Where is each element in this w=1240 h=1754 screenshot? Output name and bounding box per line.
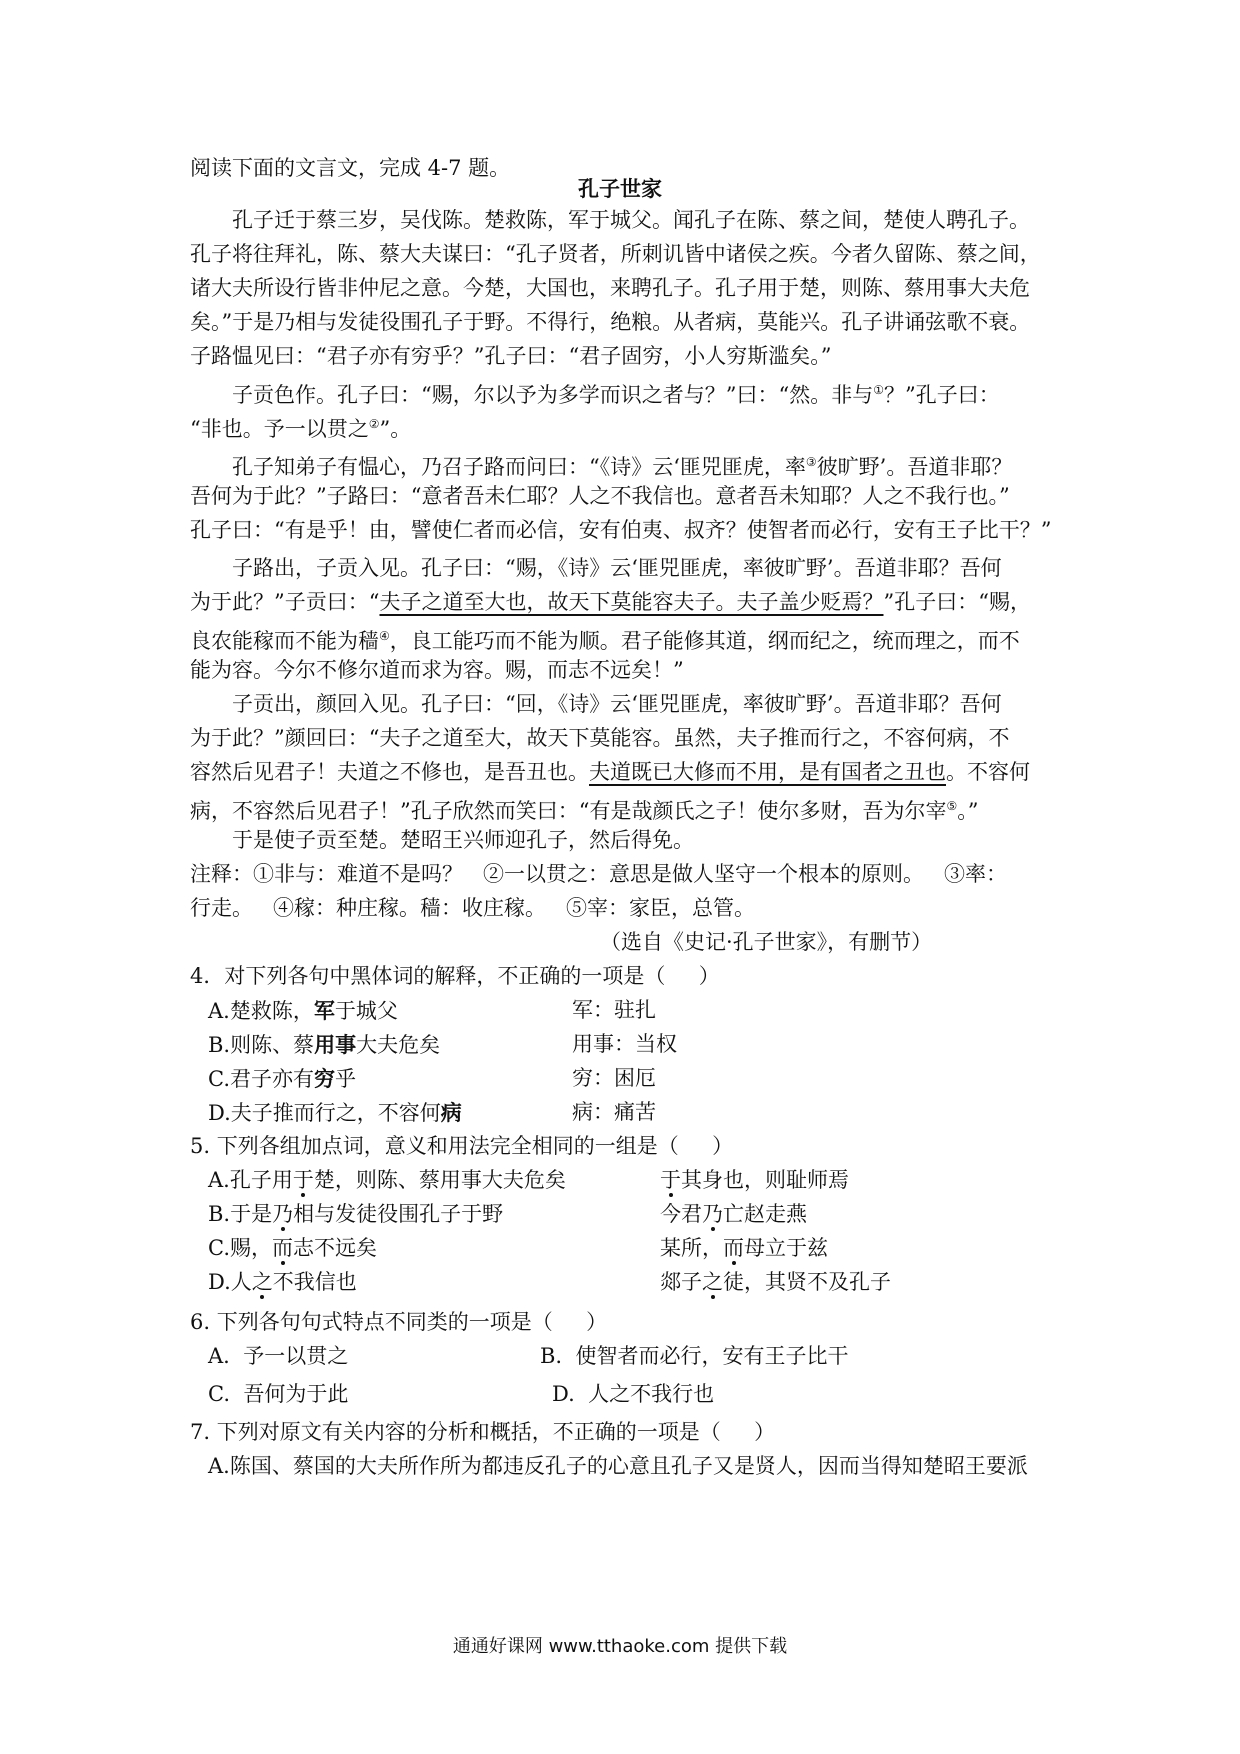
p6-line: 于是使子贡至楚。楚昭王兴师迎孔子，然后得免。 bbox=[232, 828, 694, 852]
notes-line1: 注释：①非与：难道不是吗？ ②一以贯之：意思是做人坚守一个根本的原则。 ③率： bbox=[190, 862, 1008, 886]
q5-option-d: D.人之不我信也 bbox=[208, 1264, 357, 1301]
q6-option-b: B. 使智者而必行，安有王子比干 bbox=[540, 1344, 849, 1368]
q4-option-d: D.夫子推而行之，不容何病 bbox=[208, 1100, 462, 1125]
q6-option-a: A. 予一以贯之 bbox=[208, 1344, 349, 1368]
p3-line3: 孔子曰：“有是乎！由，譬使仁者而必信，安有伯夷、叔齐？使智者而必行，安有王子比干？” bbox=[190, 518, 1052, 542]
q5-option-a-right: 于其身也，则耻师焉 bbox=[660, 1162, 849, 1199]
p5-line1: 子贡出，颜回入见。孔子曰：“回，《诗》云‘匪兕匪虎，率彼旷野’。吾道非耶？吾何 bbox=[232, 692, 1002, 716]
passage-title: 孔子世家 bbox=[578, 176, 662, 201]
q4-stem: 4．对下列各句中黑体词的解释，不正确的一项是（ ） bbox=[190, 964, 720, 988]
source-citation: （选自《史记·孔子世家》，有删节） bbox=[600, 930, 933, 954]
p1-line3: 诸大夫所设行皆非仲尼之意。今楚，大国也，来聘孔子。孔子用于楚，则陈、蔡用事大夫危 bbox=[190, 276, 1030, 300]
q5-option-b-right: 今君乃亡赵走燕 bbox=[660, 1196, 807, 1233]
q7-stem: 7. 下列对原文有关内容的分析和概括，不正确的一项是（ ） bbox=[190, 1420, 776, 1444]
q4-option-c: C.君子亦有穷乎 bbox=[208, 1066, 356, 1091]
p1-line1: 孔子迁于蔡三岁，吴伐陈。楚救陈，军于城父。闻孔子在陈、蔡之间，楚使人聘孔子。 bbox=[232, 208, 1030, 232]
p2-line2: “非也。予一以贯之②”。 bbox=[190, 417, 412, 441]
p4-line3: 良农能稼而不能为穑④，良工能巧而不能为顺。君子能修其道，纲而纪之，统而理之，而不 bbox=[190, 629, 1020, 653]
q7-option-a: A.陈国、蔡国的大夫所作所为都违反孔子的心意且孔子又是贤人，因而当得知楚昭王要派 bbox=[208, 1454, 1028, 1478]
footnote-mark-1: ① bbox=[873, 383, 884, 397]
notes-line2: 行走。 ④稼：种庄稼。穑：收庄稼。 ⑤宰：家臣，总管。 bbox=[190, 896, 756, 920]
footnote-mark-2: ② bbox=[368, 417, 380, 431]
q4-answer-c: 穷：困厄 bbox=[572, 1066, 656, 1090]
p4-line1: 子路出，子贡入见。孔子曰：“赐，《诗》云‘匪兕匪虎，率彼旷野’。吾道非耶？吾何 bbox=[232, 556, 1002, 580]
p1-line2: 孔子将往拜礼，陈、蔡大夫谋曰：“孔子贤者，所刺讥皆中诸侯之疾。今者久留陈、蔡之间， bbox=[190, 242, 1041, 266]
p1-line5: 子路愠见曰：“君子亦有穷乎？”孔子曰：“君子固穷，小人穷斯滥矣。” bbox=[190, 344, 832, 368]
underlined-sentence-1: 夫子之道至大也，故天下莫能容夫子。夫子盖少贬焉？ bbox=[379, 590, 884, 614]
p3-line1: 孔子知弟子有愠心，乃召子路而问曰：“《诗》云‘匪兕匪虎，率③彼旷野’。吾道非耶？ bbox=[232, 455, 1013, 479]
q5-option-a: A.孔子用于楚，则陈、蔡用事大夫危矣 bbox=[208, 1162, 566, 1199]
p1-line4: 矣。”于是乃相与发徒役围孔子于野。不得行，绝粮。从者病，莫能兴。孔子讲诵弦歌不衰。 bbox=[190, 310, 1031, 334]
q4-answer-d: 病：痛苦 bbox=[572, 1100, 656, 1124]
q4-answer-b: 用事：当权 bbox=[572, 1032, 677, 1056]
p4-line4: 能为容。今尔不修尔道而求为容。赐，而志不远矣！” bbox=[190, 658, 684, 682]
page-footer: 通通好课网 www.tthaoke.com 提供下载 bbox=[452, 1636, 788, 1657]
q5-stem: 5. 下列各组加点词，意义和用法完全相同的一组是（ ） bbox=[190, 1134, 734, 1158]
underlined-sentence-2: 夫道既已大修而不用，是有国者之丑也 bbox=[589, 760, 946, 784]
footnote-mark-3: ③ bbox=[805, 455, 817, 469]
intro-text: 阅读下面的文言文，完成 4-7 题。 bbox=[190, 156, 511, 180]
p3-line2: 吾何为于此？”子路曰：“意者吾未仁耶？人之不我信也。意者吾未知耶？人之不我行也。” bbox=[190, 484, 1010, 508]
q5-option-b: B.于是乃相与发徒役围孔子于野 bbox=[208, 1196, 503, 1233]
p4-line2: 为于此？”子贡曰：“夫子之道至大也，故天下莫能容夫子。夫子盖少贬焉？”孔子曰：“赐， bbox=[190, 590, 1031, 614]
q6-option-c: C. 吾何为于此 bbox=[208, 1382, 349, 1406]
q6-option-d: D. 人之不我行也 bbox=[552, 1382, 715, 1406]
p2-line1: 子贡色作。孔子曰：“赐，尔以予为多学而识之者与？”曰：“然。非与①？”孔子曰： bbox=[232, 383, 1000, 407]
footnote-mark-4: ④ bbox=[379, 629, 390, 643]
footnote-mark-5: ⑤ bbox=[946, 799, 958, 813]
q5-option-d-right: 郯子之徒，其贤不及孔子 bbox=[660, 1264, 891, 1301]
q4-answer-a: 军：驻扎 bbox=[572, 998, 656, 1022]
q5-option-c: C.赐，而志不远矣 bbox=[208, 1230, 377, 1267]
q6-stem: 6. 下列各句句式特点不同类的一项是（ ） bbox=[190, 1310, 608, 1334]
q4-option-a: A.楚救陈，军于城父 bbox=[208, 998, 398, 1023]
p5-line4: 病，不容然后见君子！”孔子欣然而笑曰：“有是哉颜氏之子！使尔多财，吾为尔宰⑤。” bbox=[190, 799, 979, 823]
p5-line3: 容然后见君子！夫道之不修也，是吾丑也。夫道既已大修而不用，是有国者之丑也。不容何 bbox=[190, 760, 1030, 784]
p5-line2: 为于此？”颜回曰：“夫子之道至大，故天下莫能容。虽然，夫子推而行之，不容何病，不 bbox=[190, 726, 1010, 750]
q5-option-c-right: 某所，而母立于兹 bbox=[660, 1230, 828, 1267]
q4-option-b: B.则陈、蔡用事大夫危矣 bbox=[208, 1032, 441, 1057]
